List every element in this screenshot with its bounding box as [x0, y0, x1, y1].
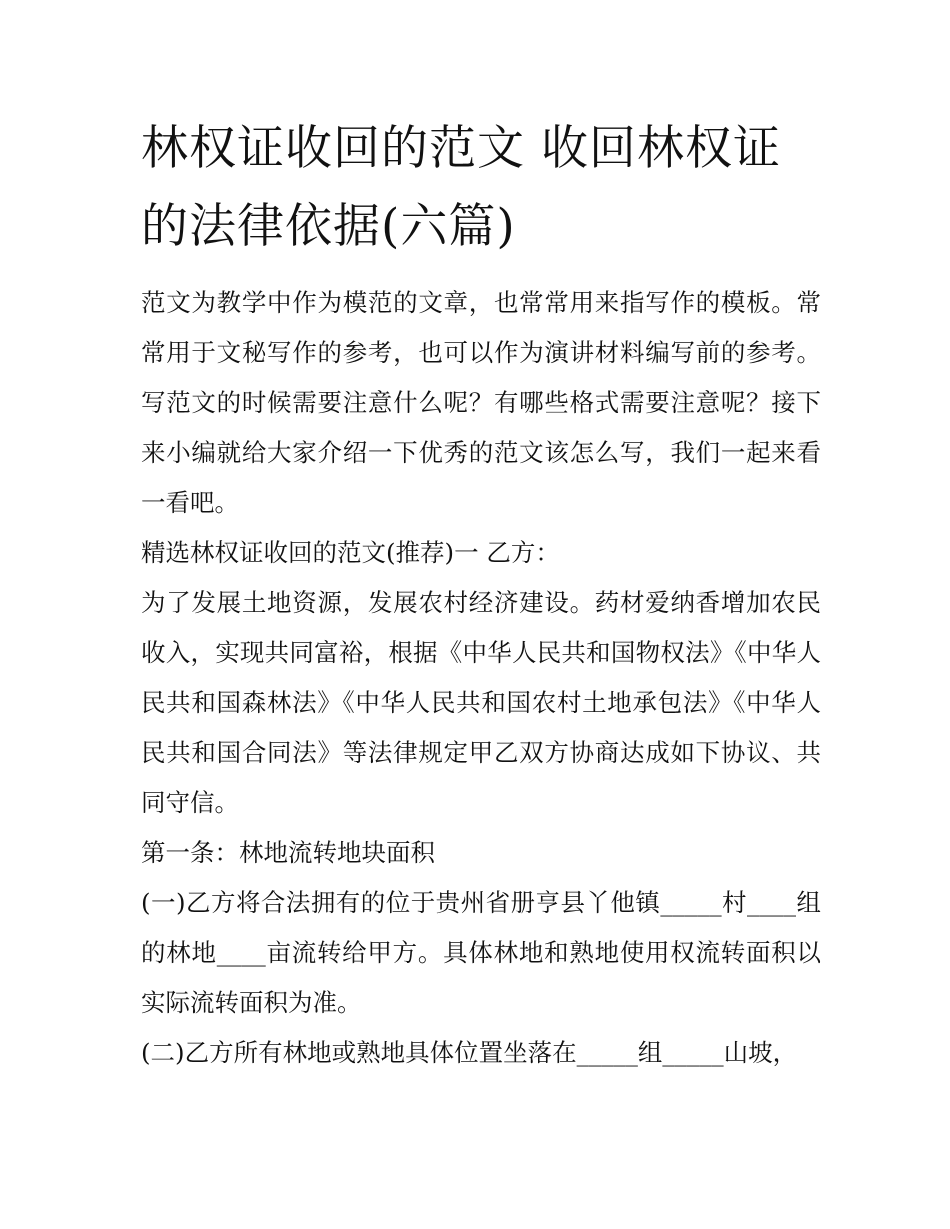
paragraph-article-one: 第一条：林地流转地块面积: [141, 838, 435, 867]
paragraph-clause-two: (二)乙方所有林地或熟地具体位置坐落在_____组_____山坡，: [141, 1038, 798, 1067]
document-page: [141, 110, 821, 1078]
paragraph-heading-selection: 精选林权证收回的范文(推荐)一 乙方：: [141, 538, 560, 567]
document-title: 林权证收回的范文 收回林权证的法律依据(六篇): [141, 121, 781, 254]
paragraph-intro: 范文为教学中作为模范的文章，也常常用来指写作的模板。常常用于文秘写作的参考，也可以作为演讲材料编写前的参考。写范文的时候需要注意什么呢？有哪些格式需要注意呢？接下来小编就给大家介绍一下优秀的范文该怎么写，我们一起来看一看吧。: [141, 288, 821, 517]
paragraph-clause-one: (一)乙方将合法拥有的位于贵州省册亨县丫他镇_____村____组的林地____亩流转给甲方。具体林地和熟地使用权流转面积以实际流转面积为准。: [141, 888, 821, 1017]
document-body: [141, 278, 821, 1078]
paragraph-purpose: 为了发展土地资源，发展农村经济建设。药材爱纳香增加农民收入，实现共同富裕，根据《中华人民共和国物权法》《中华人民共和国森林法》《中华人民共和国农村土地承包法》《中华人民共和国合同法》等法律规定甲乙双方协商达成如下协议、共同守信。: [141, 588, 821, 817]
